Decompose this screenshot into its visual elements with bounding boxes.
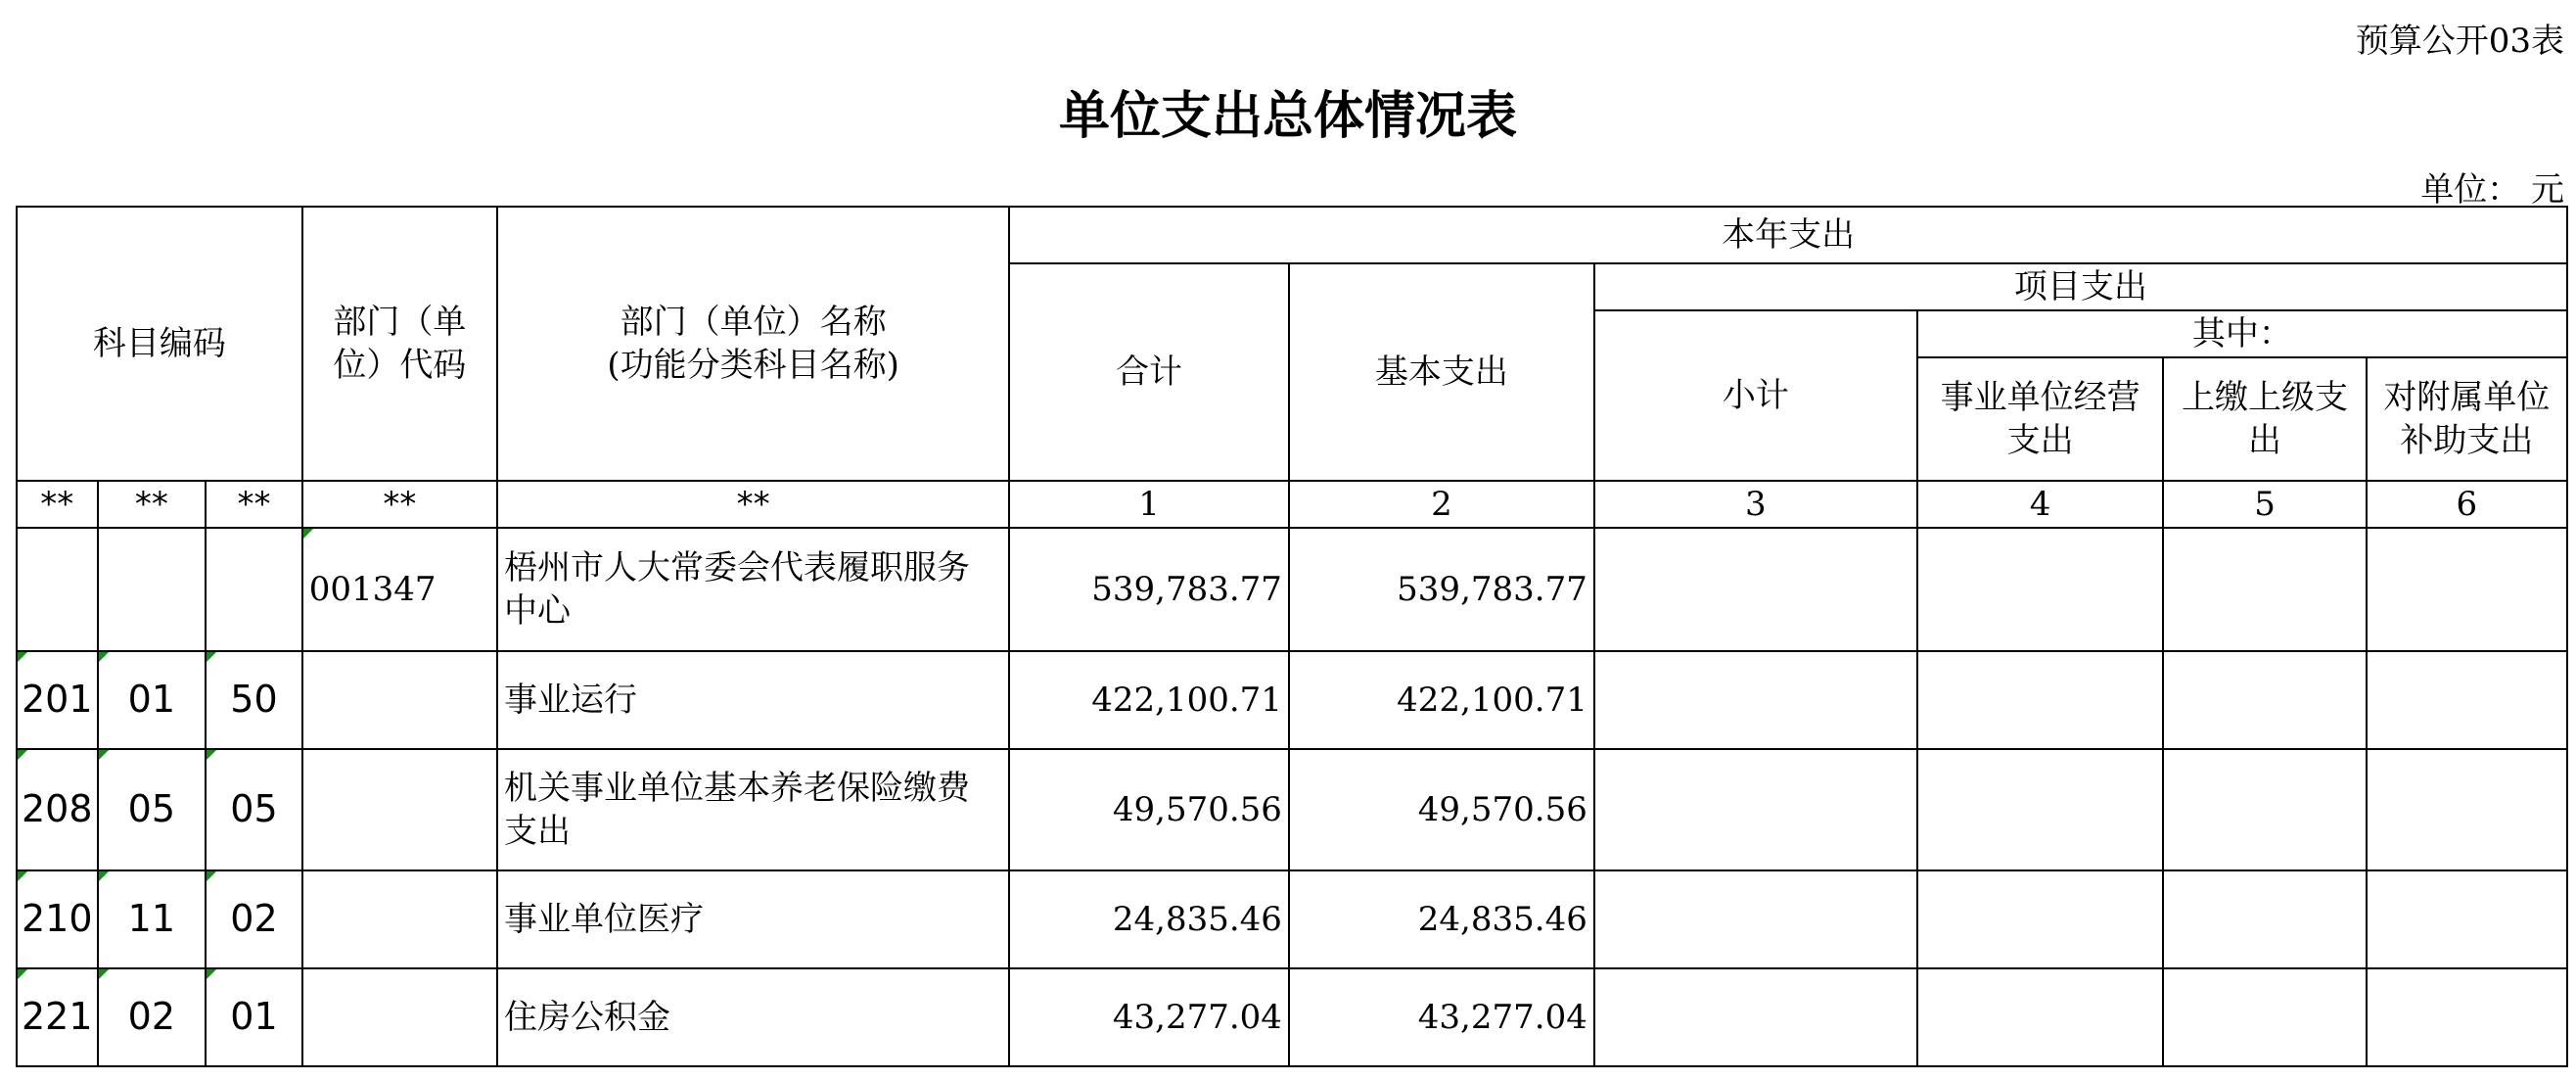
class-code-cell [17,651,98,749]
basic-cell: 24,835.46 [1289,870,1594,968]
expenditure-table [16,206,2568,1067]
index-cell: ** [497,481,1009,528]
header-project: 项目支出 [1594,263,2567,310]
total-cell: 422,100.71 [1009,651,1289,749]
class-code-value: 210 [21,897,93,941]
dept-code-cell [302,651,497,749]
table-row [17,968,2567,1066]
upper-cell [2163,528,2366,651]
index-cell: 2 [1289,481,1594,528]
subtotal-cell [1594,749,1917,870]
sub-item-code-value: 02 [230,897,278,941]
text-cell-marker [18,969,27,979]
basic-cell: 422,100.71 [1289,651,1594,749]
sub-item-code-cell [206,870,302,968]
text-cell-marker [18,652,27,662]
table-row [17,651,2567,749]
item-code-value: 11 [127,897,176,941]
subsidy-cell [2367,870,2567,968]
text-cell-marker [207,652,216,662]
header-dept-name-line2: (功能分类科目名称) [607,346,899,385]
index-cell: ** [206,481,302,528]
business-cell [1917,749,2164,870]
dept-code-value: 001347 [308,569,437,609]
unit-label: 单位： 元 [2420,170,2564,210]
text-cell-marker [99,969,109,979]
basic-cell: 49,570.56 [1289,749,1594,870]
text-cell-marker [207,871,216,881]
text-cell-marker [207,969,216,979]
class-code-value: 201 [21,678,93,722]
header-dept-name [497,207,1009,481]
header-dept-name-line1: 部门（单位）名称 [620,302,887,342]
index-cell: ** [17,481,98,528]
sub-item-code-cell [206,528,302,651]
subsidy-cell [2367,651,2567,749]
dept-code-cell [302,749,497,870]
table-row [17,749,2567,870]
name-cell: 事业单位医疗 [497,870,1009,968]
business-cell [1917,528,2164,651]
text-cell-marker [207,750,216,760]
header-of-which: 其中： [1917,310,2567,357]
subsidy-cell [2367,968,2567,1066]
index-cell: 6 [2367,481,2567,528]
index-cell: ** [98,481,207,528]
name-cell: 住房公积金 [497,968,1009,1066]
text-cell-marker [99,750,109,760]
basic-cell: 539,783.77 [1289,528,1594,651]
upper-cell [2163,968,2366,1066]
index-cell: ** [302,481,497,528]
name-cell: 机关事业单位基本养老保险缴费支出 [497,749,1009,870]
dept-code-cell [302,528,497,651]
class-code-cell [17,749,98,870]
subtotal-cell [1594,651,1917,749]
item-code-cell [98,870,207,968]
index-row [17,481,2567,528]
sub-item-code-cell [206,651,302,749]
header-business: 事业单位经营支出 [1917,357,2164,481]
subtotal-cell [1594,528,1917,651]
basic-cell: 43,277.04 [1289,968,1594,1066]
item-code-cell [98,651,207,749]
business-cell [1917,870,2164,968]
total-cell: 49,570.56 [1009,749,1289,870]
business-cell [1917,968,2164,1066]
text-cell-marker [18,750,27,760]
sub-item-code-cell [206,749,302,870]
sub-item-code-cell [206,968,302,1066]
class-code-value: 221 [21,995,93,1039]
item-code-cell [98,528,207,651]
sub-item-code-value: 50 [230,678,278,722]
header-basic: 基本支出 [1289,263,1594,481]
class-code-cell [17,528,98,651]
item-code-value: 01 [127,678,176,722]
page-title: 单位支出总体情况表 [1058,87,1517,146]
subsidy-cell [2367,528,2567,651]
item-code-cell [98,968,207,1066]
upper-cell [2163,749,2366,870]
index-cell: 1 [1009,481,1289,528]
class-code-cell [17,968,98,1066]
total-cell: 43,277.04 [1009,968,1289,1066]
form-number: 预算公开03表 [2355,22,2564,61]
item-code-value: 02 [127,995,176,1039]
header-subtotal: 小计 [1594,310,1917,481]
text-cell-marker [18,871,27,881]
upper-cell [2163,651,2366,749]
total-cell: 24,835.46 [1009,870,1289,968]
dept-code-cell [302,870,497,968]
upper-cell [2163,870,2366,968]
index-cell: 4 [1917,481,2164,528]
class-code-value: 208 [21,787,93,831]
index-cell: 3 [1594,481,1917,528]
header-upper: 上缴上级支出 [2163,357,2366,481]
subtotal-cell [1594,870,1917,968]
header-subject-code: 科目编码 [17,207,302,481]
name-cell: 事业运行 [497,651,1009,749]
business-cell [1917,651,2164,749]
subtotal-cell [1594,968,1917,1066]
subsidy-cell [2367,749,2567,870]
table-row [17,870,2567,968]
header-dept-code: 部门（单位）代码 [302,207,497,481]
dept-code-cell [302,968,497,1066]
header-total: 合计 [1009,263,1289,481]
text-cell-marker [303,529,313,539]
item-code-value: 05 [127,787,176,831]
name-cell: 梧州市人大常委会代表履职服务中心 [497,528,1009,651]
item-code-cell [98,749,207,870]
text-cell-marker [99,871,109,881]
table-row [17,528,2567,651]
total-cell: 539,783.77 [1009,528,1289,651]
sub-item-code-value: 05 [230,787,278,831]
header-current-year: 本年支出 [1009,207,2567,263]
index-cell: 5 [2163,481,2366,528]
text-cell-marker [99,652,109,662]
header-subsidy: 对附属单位补助支出 [2367,357,2567,481]
class-code-cell [17,870,98,968]
sub-item-code-value: 01 [230,995,278,1039]
